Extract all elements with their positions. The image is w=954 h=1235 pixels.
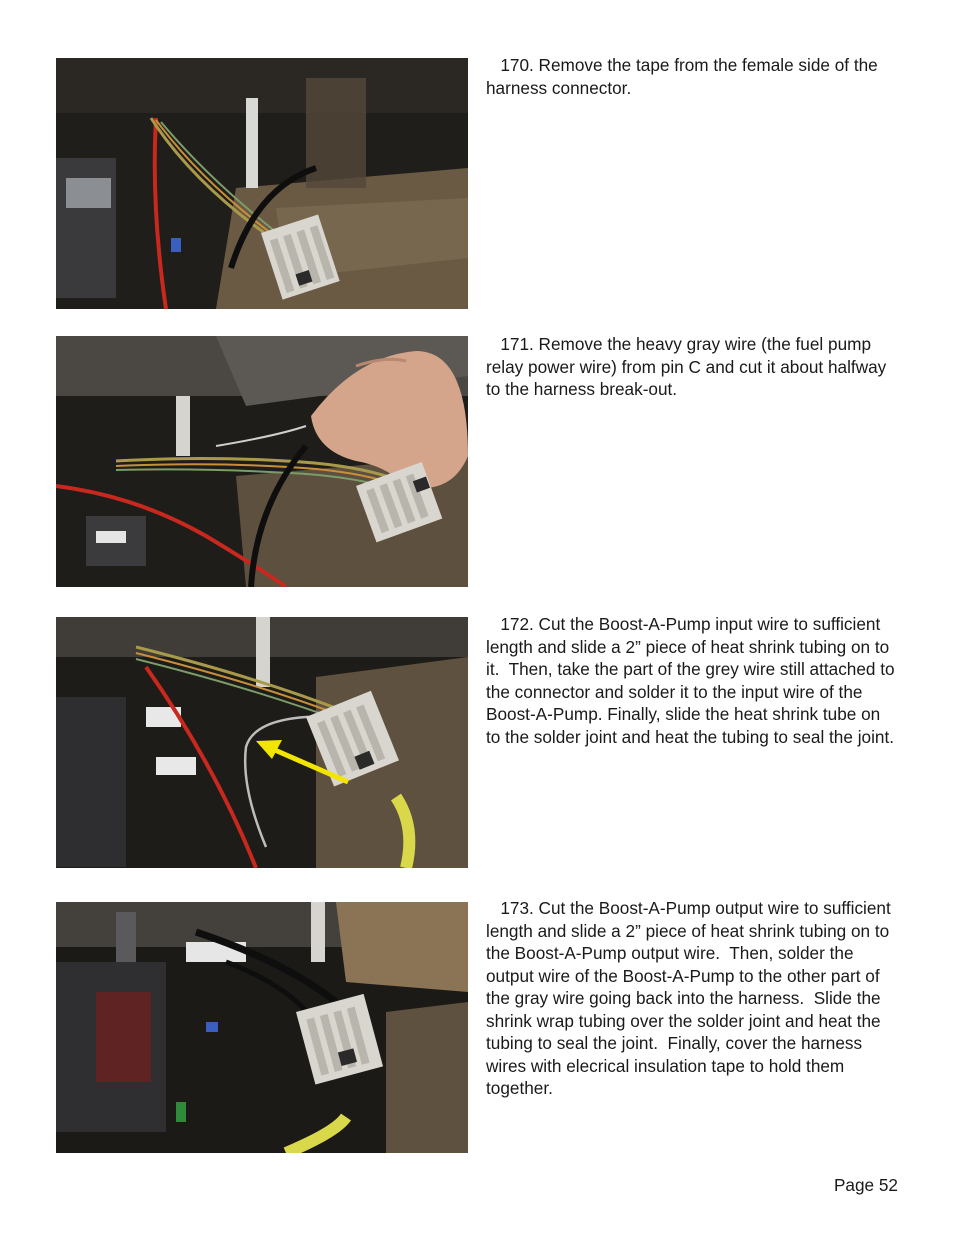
step-172-photo xyxy=(56,617,468,868)
taped-harness-photo xyxy=(56,902,468,1153)
hand-holding-connector-photo xyxy=(56,336,468,587)
step-171-photo xyxy=(56,336,468,587)
step-170-photo xyxy=(56,58,468,309)
step-173-photo xyxy=(56,902,468,1153)
step-170-text: 170. Remove the tape from the female side of the harness connector. xyxy=(486,55,883,98)
step-173-text: 173. Cut the Boost-A-Pump output wire to sufficient length and slide a 2” piece of heat shrink tubing on to the Boost-A-Pump output wire. Then, solder the output wire of the Boost-A-Pump to the other part of the gray wire going back into the harness. Slide the shrink wrap tubing over the solder joint and heat the tubing to seal the joint. Finally, cover the harness wires with elecrical insulation tape to hold them together. xyxy=(486,898,896,1098)
harness-connector-photo xyxy=(56,58,468,309)
step-172-text: 172. Cut the Boost-A-Pump input wire to sufficient length and slide a 2” piece of heat shrink tubing on to it. Then, take the part of the grey wire still attached to the connector and solder it to the input wire of the Boost-A-Pump. Finally, slide the heat shrink tube on to the solder joint and heat the tubing to seal the joint. xyxy=(486,614,900,747)
step-171-text: 171. Remove the heavy gray wire (the fuel pump relay power wire) from pin C and cut it about halfway to the harness break-out. xyxy=(486,334,892,399)
connector-with-arrow-photo xyxy=(56,617,468,868)
page-number: Page 52 xyxy=(833,1175,898,1195)
